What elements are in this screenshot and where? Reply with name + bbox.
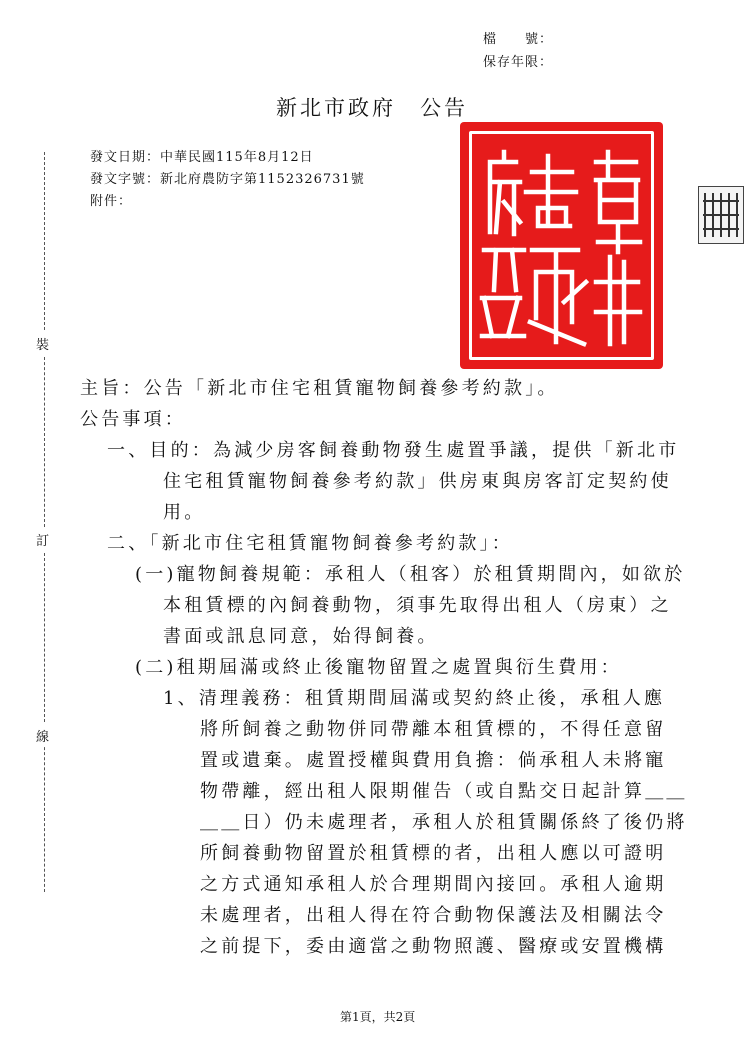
retention-period-label: 保存年限：: [483, 55, 554, 70]
binding-mark-ding: 訂: [36, 528, 49, 551]
page-number: 第1頁，共2頁: [340, 1010, 416, 1024]
clause1-line-6: 所飼養動物留置於租賃標的者，出租人應以可證明: [200, 843, 667, 864]
clause1-line-9: 之前提下，委由適當之動物照護、醫療或安置機構: [200, 936, 667, 957]
seal-script-glyphs: [460, 122, 663, 369]
binding-line-bottom: [44, 742, 45, 892]
page-title: 新北市政府 公告: [276, 96, 468, 120]
file-number-label: 檔 號：: [483, 32, 554, 47]
clause1-line-2: 將所飼養之動物併同帶離本租賃標的，不得任意留: [200, 719, 667, 740]
clause1-line-4: 物帶離，經出租人限期催告（或自點交日起計算＿＿: [200, 781, 688, 802]
items-heading: 公告事項：: [80, 409, 186, 430]
issue-date: 發文日期：中華民國115年8月12日: [90, 150, 314, 165]
binding-line-middle-2: [44, 548, 45, 722]
item1-line-3: 用。: [163, 502, 206, 523]
sub1-line-1: (一)寵物飼養規範：承租人（租客）於租賃期間內，如欲於: [135, 564, 686, 585]
item2-heading: 二、「新北市住宅租賃寵物飼養參考約款」：: [107, 533, 513, 554]
clause1-line-7: 之方式通知承租人於合理期間內接回。承租人逾期: [200, 874, 667, 895]
binding-line-top: [44, 152, 45, 330]
sub2-heading: (二)租期屆滿或終止後寵物留置之處置與衍生費用：: [135, 657, 622, 678]
clause1-line-5: ＿＿日）仍未處理者，承租人於租賃關係終了後仍將: [200, 812, 688, 833]
clause1-line-1: 1、清理義務：租賃期間屆滿或契約終止後，承租人應: [163, 688, 666, 709]
binding-mark-xian: 線: [36, 724, 49, 747]
official-seal-image: [460, 122, 663, 369]
document-number: 發文字號：新北府農防字第1152326731號: [90, 172, 365, 187]
attachment-label: 附件：: [90, 194, 133, 209]
sub1-line-2: 本租賃標的內飼養動物，須事先取得出租人（房東）之: [163, 595, 672, 616]
binding-mark-zhuang: 裝: [36, 332, 49, 355]
secondary-seal-image: [698, 186, 744, 244]
sub1-line-3: 書面或訊息同意，始得飼養。: [163, 626, 439, 647]
secondary-seal-glyphs: [699, 187, 743, 243]
clause1-line-8: 未處理者，出租人得在符合動物保護法及相關法令: [200, 905, 667, 926]
clause1-line-3: 置或遺棄。處置授權與費用負擔：倘承租人未將寵: [200, 750, 667, 771]
subject-line: 主旨：公告「新北市住宅租賃寵物飼養參考約款」。: [80, 378, 559, 399]
item1-line-2: 住宅租賃寵物飼養參考約款」供房東與房客訂定契約使: [163, 471, 672, 492]
item1-line-1: 一、目的：為減少房客飼養動物發生處置爭議，提供「新北市: [107, 440, 680, 461]
binding-line-middle: [44, 352, 45, 527]
